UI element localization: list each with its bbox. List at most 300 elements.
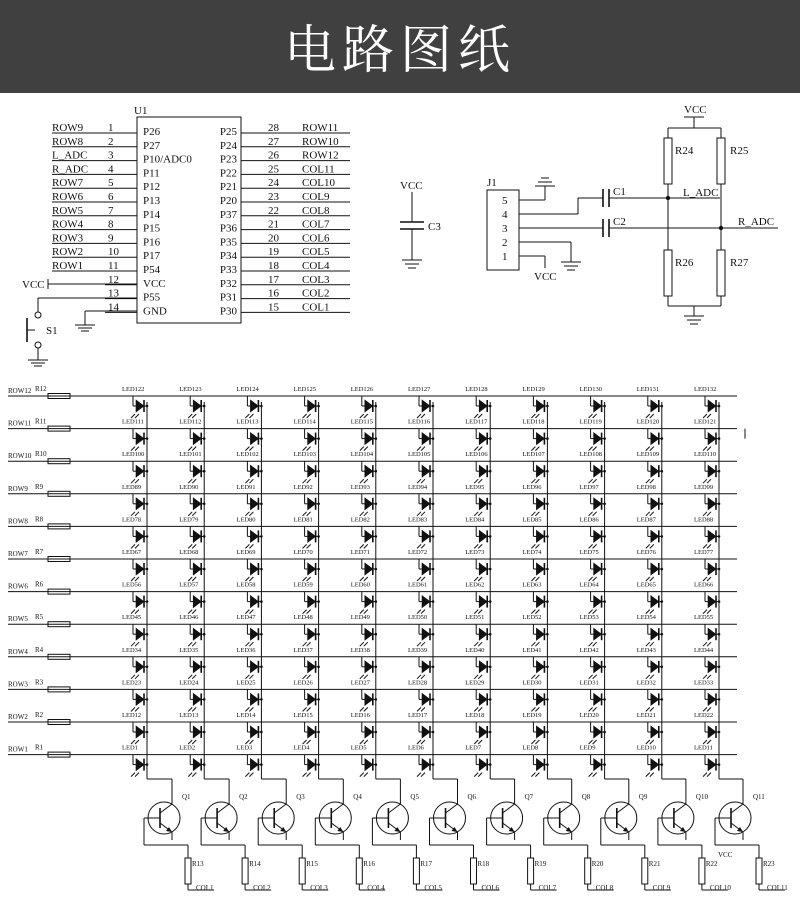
led-label: LED9 [579, 744, 596, 752]
led [351, 614, 377, 646]
j1-pin-2: 2 [502, 237, 508, 249]
row-resistor-label: R11 [35, 417, 47, 426]
u1-right-net: ROW10 [302, 135, 339, 148]
u1-left-net: ROW9 [52, 122, 84, 134]
led-label: LED74 [522, 549, 542, 556]
led [694, 745, 720, 777]
driver-resistor-label: R18 [477, 860, 490, 868]
led-label: LED114 [293, 418, 316, 426]
driver-resistor-label: R22 [705, 860, 718, 868]
driver-resistor-label: R15 [306, 860, 318, 868]
led-label: LED67 [122, 549, 142, 556]
led [694, 582, 720, 614]
driver-transistor [201, 779, 271, 892]
led-row [8, 548, 737, 581]
transistor-label: Q6 [467, 793, 477, 801]
led [637, 419, 663, 451]
led [236, 451, 262, 483]
led-label: LED18 [465, 712, 485, 719]
led-label: LED59 [293, 581, 313, 589]
led-label: LED10 [636, 744, 656, 752]
u1-left-net: ROW4 [52, 218, 84, 231]
u1-right-net: COL5 [302, 246, 330, 259]
led [637, 679, 663, 711]
led-label: LED76 [636, 549, 656, 556]
row-resistor-label: R5 [35, 613, 44, 622]
u1-right-pin-number: 27 [268, 135, 279, 148]
led-label: LED63 [522, 581, 542, 589]
led [522, 647, 548, 679]
led [408, 712, 434, 744]
led [179, 614, 205, 646]
transistor-label: Q7 [524, 793, 534, 801]
u1-left-pin-name: VCC [143, 277, 166, 290]
u1-left-net: ROW1 [52, 260, 84, 272]
led-label: LED116 [408, 418, 431, 426]
u1-right-pin-number: 24 [268, 177, 279, 190]
row-net-label: ROW9 [8, 484, 28, 493]
led [294, 614, 320, 646]
led-label: LED100 [122, 451, 145, 459]
j1-pin-4: 4 [502, 209, 508, 221]
led [236, 386, 262, 418]
led [580, 614, 606, 646]
led-label: LED45 [122, 614, 142, 622]
col-net-label: COL4 [367, 884, 385, 892]
led-label: LED88 [694, 516, 714, 524]
led [351, 419, 377, 451]
u1-right-pin-name: P31 [219, 291, 237, 304]
led-label: LED130 [579, 386, 602, 393]
row-net-label: ROW11 [8, 419, 32, 428]
led-label: LED65 [636, 581, 656, 589]
led [294, 549, 320, 581]
col-net-label: COL6 [481, 884, 499, 892]
u1-right-pin-number: 20 [268, 232, 279, 245]
led-label: LED113 [236, 418, 259, 426]
led [179, 745, 205, 777]
u1-right-pin-name: P23 [219, 153, 237, 166]
led [694, 679, 720, 711]
u1-right-pin-name: P36 [219, 222, 237, 235]
u1-right-pin-number: 26 [268, 149, 279, 162]
led [694, 419, 720, 451]
led-label: LED2 [179, 744, 196, 752]
led-label: LED24 [179, 679, 199, 687]
led [294, 647, 320, 679]
led [408, 451, 434, 483]
led [122, 451, 148, 483]
row-net-label: ROW2 [8, 713, 28, 721]
led-label: LED30 [522, 679, 542, 687]
led-label: LED93 [350, 483, 370, 491]
led [408, 419, 434, 451]
u1-right-pin-name: P24 [219, 139, 237, 152]
col-net-label: COL5 [424, 884, 442, 892]
led [522, 484, 548, 516]
u1-left-pin-number: 4 [108, 163, 114, 176]
led [522, 419, 548, 451]
driver-transistor [430, 779, 500, 892]
u1-left-pin-name: P11 [143, 167, 160, 180]
driver-transistor [601, 779, 671, 892]
led [637, 516, 663, 548]
led-label: LED126 [350, 386, 374, 393]
c1-label: C1 [613, 186, 626, 198]
u1-left-pin-number: 12 [108, 273, 119, 286]
led-label: LED102 [236, 451, 259, 459]
led [694, 712, 720, 744]
led [694, 484, 720, 516]
led-label: LED124 [236, 386, 259, 393]
u1-right-net: COL11 [302, 163, 335, 176]
led-label: LED73 [465, 549, 485, 556]
led [694, 614, 720, 646]
led [351, 386, 377, 418]
u1-right-pin-name: P33 [219, 264, 237, 276]
led-label: LED60 [350, 581, 370, 589]
led-row [8, 646, 737, 679]
led [408, 679, 434, 711]
led [580, 745, 606, 777]
led [580, 712, 606, 744]
u1-left-pin-number: 10 [108, 246, 119, 259]
led-label: LED1 [122, 744, 138, 752]
led-row [8, 450, 737, 483]
u1-left-pin-name: P14 [143, 208, 161, 221]
row-resistor-label: R12 [35, 385, 47, 393]
led-label: LED110 [694, 451, 717, 459]
led-row [8, 385, 737, 418]
led [522, 386, 548, 418]
led [179, 647, 205, 679]
led-label: LED16 [350, 712, 370, 719]
led [236, 516, 262, 548]
led [122, 679, 148, 711]
led [294, 484, 320, 516]
led-label: LED61 [408, 581, 428, 589]
u1-right-pin-name: P30 [219, 305, 237, 318]
u1-right-net: COL2 [302, 287, 330, 300]
row-resistor-label: R3 [35, 678, 44, 687]
led [236, 549, 262, 581]
u1-right-pin-number: 17 [268, 273, 279, 286]
led-row [8, 744, 737, 777]
led [522, 582, 548, 614]
transistor-label: Q4 [353, 793, 362, 801]
row-resistor-label: R6 [35, 580, 44, 589]
page-title: 电路图纸 [283, 21, 516, 81]
led-label: LED50 [408, 614, 428, 622]
led-label: LED54 [636, 614, 656, 622]
led [122, 549, 148, 581]
u1-left-pin-name: P16 [143, 236, 161, 249]
u1-right-pin-number: 22 [268, 204, 279, 217]
led [580, 679, 606, 711]
u1-right-pin-number: 19 [268, 246, 279, 259]
led [294, 516, 320, 548]
led-label: LED20 [579, 712, 599, 719]
r24-label: R24 [675, 145, 694, 157]
led-label: LED48 [293, 614, 313, 622]
led [179, 516, 205, 548]
u1-right-net: COL9 [302, 191, 330, 203]
led [522, 679, 548, 711]
led [465, 419, 491, 451]
led [637, 745, 663, 777]
led [465, 484, 491, 516]
col-net-label: COL2 [253, 884, 271, 892]
u1-left-pin-name: P27 [143, 139, 161, 152]
led-label: LED90 [179, 483, 199, 491]
row-net-label: ROW7 [8, 550, 28, 558]
transistor-label: Q8 [581, 793, 591, 801]
led-label: LED117 [465, 418, 488, 426]
u1-left-pin-number: 9 [108, 232, 114, 245]
s1-label: S1 [46, 325, 58, 337]
transistor-label: Q2 [239, 793, 248, 801]
led [637, 712, 663, 744]
led [179, 679, 205, 711]
led [122, 484, 148, 516]
led-row [8, 678, 737, 711]
led [179, 582, 205, 614]
led-label: LED104 [350, 451, 374, 459]
u1-left-net: ROW8 [52, 135, 84, 148]
row-resistor-label: R7 [35, 548, 44, 556]
led-label: LED27 [350, 679, 370, 687]
led [408, 516, 434, 548]
led [580, 516, 606, 548]
transistor-label: Q5 [410, 793, 419, 801]
led [694, 549, 720, 581]
row-resistor-label: R10 [35, 450, 47, 459]
led-label: LED47 [236, 614, 256, 622]
led-label: LED94 [408, 483, 428, 491]
l-adc-label: L_ADC [683, 187, 719, 199]
row-net-label: ROW5 [8, 615, 28, 624]
u1-right-pin-number: 15 [268, 301, 279, 314]
col-net-label: COL7 [538, 884, 557, 892]
led [694, 516, 720, 548]
led-label: LED72 [408, 549, 428, 556]
led [465, 451, 491, 483]
row-resistor-label: R4 [35, 645, 44, 654]
led-label: LED11 [694, 744, 713, 752]
led [236, 745, 262, 777]
u1-right-net: COL3 [302, 273, 330, 286]
led-row [8, 515, 737, 548]
u1-right-pin-number: 28 [268, 122, 279, 134]
led-label: LED112 [179, 418, 202, 426]
led-row [8, 483, 737, 516]
c2-label: C2 [613, 216, 626, 228]
u1-block [22, 105, 350, 366]
transistor-label: Q1 [182, 793, 191, 801]
led-label: LED106 [465, 451, 488, 459]
led [580, 582, 606, 614]
led-label: LED80 [236, 516, 256, 524]
led [351, 647, 377, 679]
u1-right-pin-name: P22 [219, 167, 237, 180]
audio-bias-network [603, 104, 778, 324]
led [351, 516, 377, 548]
led [522, 712, 548, 744]
u1-left-pin-number: 2 [108, 135, 114, 148]
led-label: LED97 [579, 483, 599, 491]
led [580, 451, 606, 483]
led [179, 419, 205, 451]
u1-left-pin-number: 7 [108, 204, 114, 217]
u1-right-net: COL4 [302, 260, 330, 272]
col-net-label: COL1 [196, 884, 214, 892]
led-label: LED109 [636, 451, 660, 459]
led [236, 419, 262, 451]
u1-left-pin-name: P17 [143, 250, 161, 263]
led-label: LED91 [236, 483, 256, 491]
u1-right-pin-name: P32 [219, 277, 237, 290]
led-label: LED55 [694, 614, 714, 622]
u1-left-pin-number: 6 [108, 191, 114, 203]
led [465, 614, 491, 646]
u1-left-pin-name: GND [143, 305, 167, 318]
led-label: LED12 [122, 712, 142, 719]
switch-s1 [27, 298, 137, 366]
led-label: LED120 [636, 418, 660, 426]
led-label: LED101 [179, 451, 202, 459]
driver-resistor-label: R13 [192, 860, 204, 868]
led [351, 712, 377, 744]
led [179, 484, 205, 516]
led-label: LED35 [179, 646, 199, 654]
led [236, 582, 262, 614]
led [236, 614, 262, 646]
u1-left-pin-number: 5 [108, 177, 114, 190]
u1-left-net: ROW5 [52, 204, 84, 217]
j1-label: J1 [487, 177, 497, 189]
led-label: LED125 [293, 386, 316, 393]
led-label: LED99 [694, 483, 714, 491]
driver-resistor-label: R20 [591, 860, 604, 868]
led-label: LED51 [465, 614, 485, 622]
driver-resistor-label: R19 [534, 860, 547, 868]
driver-resistor-label: R17 [420, 860, 433, 868]
led-label: LED3 [236, 744, 253, 752]
row-net-label: ROW1 [8, 745, 28, 754]
led [580, 419, 606, 451]
led [122, 614, 148, 646]
driver-resistor-label: R23 [763, 860, 775, 868]
led-label: LED108 [579, 451, 602, 459]
c3-capacitor [400, 180, 441, 268]
led-label: LED92 [293, 483, 313, 491]
j1-vcc-label: VCC [534, 271, 557, 283]
transistor-label: Q10 [695, 793, 708, 801]
led-label: LED71 [350, 549, 370, 556]
led-label: LED111 [122, 418, 144, 426]
led-label: LED40 [465, 646, 485, 654]
led-label: LED37 [293, 646, 313, 654]
u1-right-pin-number: 18 [268, 260, 279, 272]
led [122, 419, 148, 451]
led-row [8, 613, 737, 646]
j1-connector [487, 177, 603, 283]
led-label: LED41 [522, 646, 542, 654]
led-label: LED44 [694, 646, 714, 654]
led [465, 745, 491, 777]
led [122, 582, 148, 614]
led [294, 745, 320, 777]
row-resistor-label: R1 [35, 743, 44, 752]
led [351, 549, 377, 581]
led [408, 647, 434, 679]
gnd-pin-wiring [75, 311, 137, 331]
transistor-label: Q3 [296, 793, 305, 801]
led-label: LED21 [636, 712, 656, 719]
u1-right-pin-name: P20 [219, 195, 237, 207]
col-net-label: COL9 [652, 884, 671, 892]
led-label: LED131 [636, 386, 660, 393]
u1-left-pin-name: P10/ADC0 [143, 153, 192, 166]
led-label: LED49 [350, 614, 370, 622]
led-label: LED25 [236, 679, 256, 687]
u1-left-net: R_ADC [52, 163, 89, 176]
j1-pin-5: 5 [502, 195, 508, 207]
led-label: LED105 [408, 451, 431, 459]
led [408, 745, 434, 777]
led [408, 614, 434, 646]
driver-transistor [258, 779, 328, 892]
led [294, 419, 320, 451]
led-label: LED7 [465, 744, 482, 752]
column-drivers [144, 779, 788, 892]
led-label: LED98 [636, 483, 656, 491]
led-label: LED68 [179, 549, 199, 556]
led [465, 516, 491, 548]
u1-left-pin-name: P26 [143, 126, 161, 138]
junction-r-adc [719, 226, 723, 230]
u1-left-pin-name: P15 [143, 222, 161, 235]
driver-transistor [715, 779, 788, 892]
j1-pin-3: 3 [502, 223, 508, 235]
row-net-label: ROW12 [8, 387, 32, 395]
driver-transistor [487, 779, 557, 892]
c3-label: C3 [428, 221, 441, 233]
u1-left-pin-name: P12 [143, 181, 161, 194]
u1-left-net: ROW6 [52, 191, 84, 203]
led [637, 484, 663, 516]
row-net-label: ROW8 [8, 517, 28, 526]
led [465, 582, 491, 614]
transistor-label: Q9 [638, 793, 648, 801]
led [179, 712, 205, 744]
led-label: LED86 [579, 516, 599, 524]
r26-label: R26 [675, 257, 694, 269]
led-label: LED28 [408, 679, 428, 687]
u1-right-net: COL8 [302, 204, 330, 217]
led [294, 712, 320, 744]
led-label: LED103 [293, 451, 316, 459]
u1-left-net: ROW3 [52, 232, 84, 245]
row-resistor-label: R9 [35, 482, 44, 491]
led-label: LED128 [465, 386, 488, 393]
led [637, 582, 663, 614]
row-resistor-label: R2 [35, 711, 44, 719]
led [294, 451, 320, 483]
led [351, 451, 377, 483]
led-label: LED8 [522, 744, 539, 752]
u1-left-pin-number: 14 [108, 301, 119, 314]
